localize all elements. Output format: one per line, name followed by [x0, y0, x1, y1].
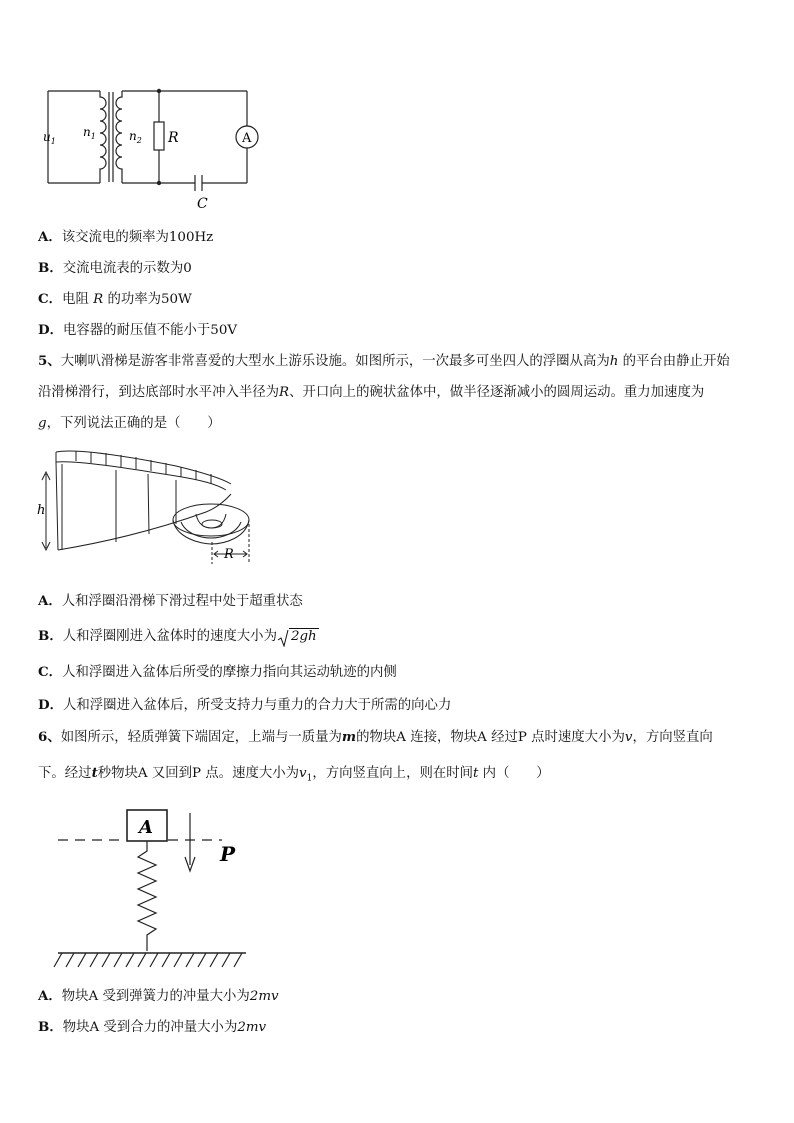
capacitor-label: C [197, 196, 208, 212]
q6-stem-line2: 下。经过t秒物块A 又回到P 点。速度大小为$v_1$，方向竖直向上，则在时间t 内（ ） [38, 765, 550, 784]
n2-label: $n_2$ [129, 129, 142, 145]
spring-block-figure [50, 805, 260, 975]
q4-option-b: B．交流电流表的示数为0 [38, 260, 192, 276]
radius-label: R [224, 547, 234, 562]
height-label: h [37, 503, 46, 518]
block-label: A [139, 817, 153, 838]
q5-stem-line2: 沿滑梯滑行，到达底部时水平冲入半径为R、开口向上的碗状盆体中，做半径逐渐减小的圆周运动。重力加速度为 [38, 385, 705, 400]
horn-slide-figure [36, 442, 266, 572]
q5-option-a: A．人和浮圈沿滑梯下滑过程中处于超重状态 [38, 593, 303, 609]
q5-option-b: B．人和浮圈刚进入盆体时的速度大小为 2gh [38, 628, 317, 644]
n1-label: $n_1$ [83, 125, 96, 141]
q5-stem-line1: 5、大喇叭滑梯是游客非常喜爱的大型水上游乐设施。如图所示，一次最多可坐四人的浮圈从高为h 的平台由静止开始 [38, 353, 730, 369]
point-label: P [220, 842, 236, 866]
q5-stem-line3: g，下列说法正确的是（ ） [38, 416, 221, 431]
q4-option-d: D．电容器的耐压值不能小于50V [38, 322, 238, 338]
q4-option-a: A．该交流电的频率为100Hz [38, 229, 214, 245]
q5-option-d: D．人和浮圈进入盆体后，所受支持力与重力的合力大于所需的向心力 [38, 697, 452, 713]
resistor-label: R [168, 130, 179, 146]
q6-option-a: A．物块A 受到弹簧力的冲量大小为2mv [38, 988, 279, 1004]
ammeter-label: A [242, 131, 252, 146]
q4-option-c: C．电阻 R 的功率为50W [38, 291, 192, 307]
q5-option-c: C．人和浮圈进入盆体后所受的摩擦力指向其运动轨迹的内侧 [38, 664, 397, 680]
q6-option-b: B．物块A 受到合力的冲量大小为2mv [38, 1019, 267, 1035]
q6-stem-line1: 6、如图所示，轻质弹簧下端固定，上端与一质量为m的物块A 连接，物块A 经过P 点时速度大小为v，方向竖直向 [38, 729, 713, 745]
u1-label: $u_1$ [43, 130, 56, 146]
transformer-circuit-diagram [40, 80, 270, 215]
sqrt-expression: 2gh [277, 628, 319, 646]
